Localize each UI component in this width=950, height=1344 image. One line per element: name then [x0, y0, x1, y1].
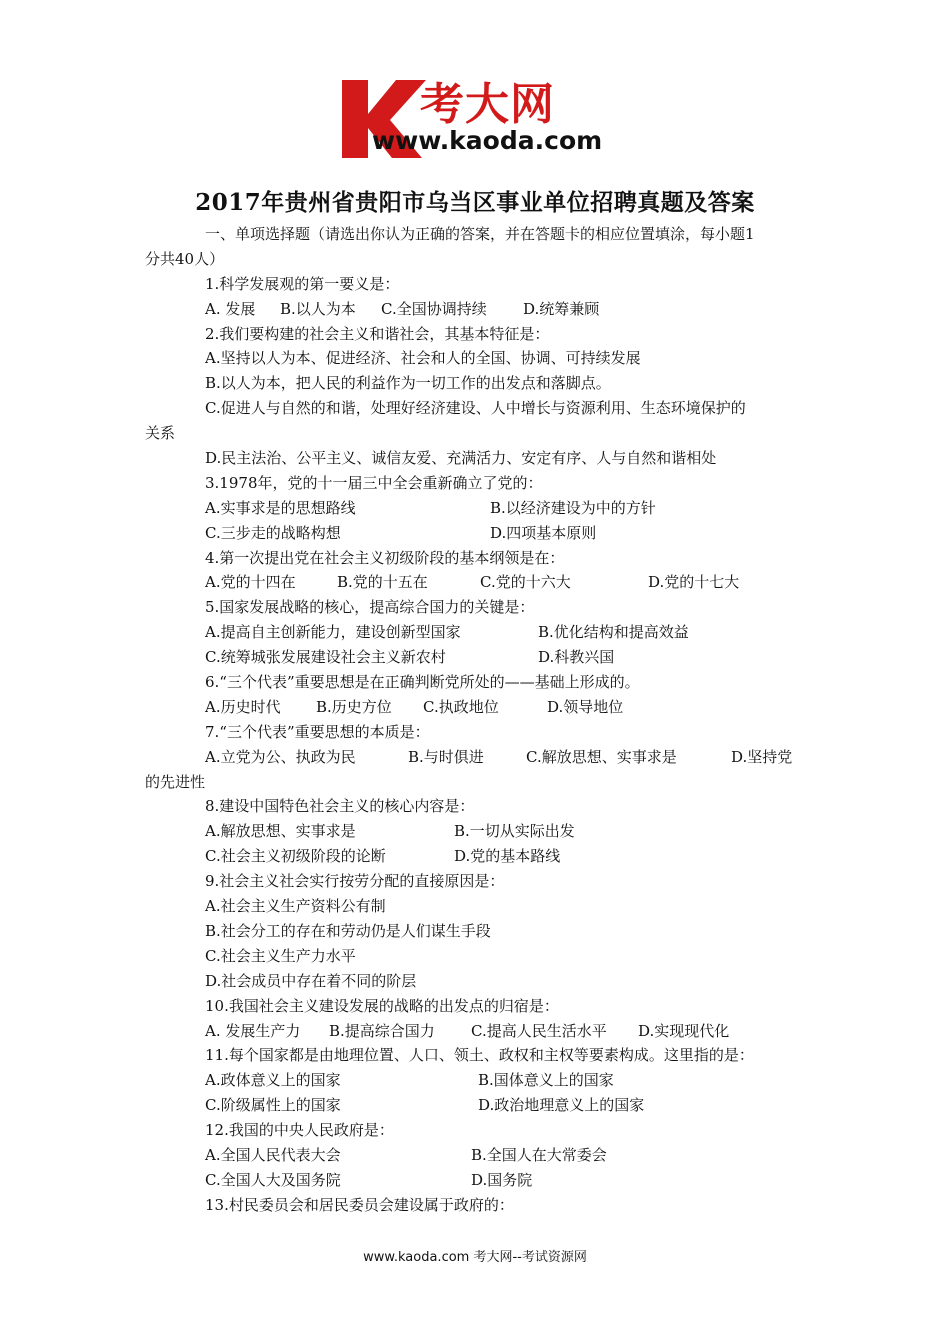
- option-text: C.全国人大及国务院: [205, 1170, 341, 1189]
- option-text: D.政治地理意义上的国家: [478, 1096, 645, 1115]
- text-line: 12.我国的中央人民政府是：: [205, 1121, 394, 1140]
- option-text: C.解放思想、实事求是: [526, 747, 677, 766]
- text-line: C.社会主义生产力水平: [205, 946, 356, 965]
- text-line: 8.建设中国特色社会主义的核心内容是：: [205, 797, 475, 816]
- text-line: 11.每个国家都是由地理位置、人口、领土、政权和主权等要素构成。这里指的是：: [205, 1046, 754, 1065]
- text-line: [145, 745, 815, 770]
- text-line: 9.社会主义社会实行按劳分配的直接原因是：: [205, 872, 505, 891]
- option-text: A.提高自主创新能力，建设创新型国家: [205, 623, 461, 642]
- option-text: B.一切从实际出发: [454, 822, 575, 841]
- text-line: 7.“三个代表”重要思想的本质是：: [205, 722, 430, 741]
- text-line: 6.“三个代表”重要思想是在正确判断党所处的——基础上形成的。: [205, 673, 640, 692]
- option-text: D.领导地位: [547, 697, 624, 716]
- text-line: 5.国家发展战略的核心，提高综合国力的关键是：: [205, 598, 535, 617]
- text-line: 的先进性: [145, 772, 206, 791]
- option-text: A.全国人民代表大会: [205, 1145, 341, 1164]
- option-text: B.与时俱进: [408, 747, 484, 766]
- option-text: A.政体意义上的国家: [205, 1071, 341, 1090]
- kaoda-logo: [338, 74, 658, 160]
- option-text: C.执政地位: [423, 697, 499, 716]
- option-text: A.历史时代: [205, 697, 281, 716]
- option-text: A. 发展: [205, 299, 256, 318]
- text-line: B.以人为本，把人民的利益作为一切工作的出发点和落脚点。: [205, 374, 611, 393]
- text-line: 1.科学发展观的第一要义是：: [205, 274, 400, 293]
- text-line: D.社会成员中存在着不同的阶层: [205, 971, 417, 990]
- option-text: B.提高综合国力: [329, 1021, 435, 1040]
- text-line: [145, 1019, 815, 1044]
- option-text: B.国体意义上的国家: [478, 1071, 614, 1090]
- option-text: C.提高人民生活水平: [471, 1021, 607, 1040]
- text-line: 4.第一次提出党在社会主义初级阶段的基本纲领是在：: [205, 548, 565, 567]
- option-text: D.四项基本原则: [490, 523, 597, 542]
- text-line: A.社会主义生产资料公有制: [205, 897, 386, 916]
- text-line: A.坚持以人为本、促进经济、社会和人的全国、协调、可持续发展: [205, 349, 641, 368]
- text-line: [145, 1068, 815, 1093]
- text-line: [145, 1143, 815, 1168]
- option-text: A. 发展生产力: [205, 1021, 301, 1040]
- page-footer: www.kaoda.com 考大网--考试资源网: [363, 1250, 587, 1265]
- text-line: [145, 521, 815, 546]
- text-line: [145, 1093, 815, 1118]
- option-text: C.统筹城张发展建设社会主义新农村: [205, 648, 446, 667]
- logo-chinese-text: 考大网: [420, 79, 555, 130]
- option-text: B.党的十五在: [337, 573, 428, 592]
- option-text: A.解放思想、实事求是: [205, 822, 356, 841]
- text-line: 13.村民委员会和居民委员会建设属于政府的：: [205, 1195, 514, 1214]
- text-line: [145, 844, 815, 869]
- option-text: C.全国协调持续: [381, 299, 487, 318]
- text-line: 3.1978年，党的十一届三中全会重新确立了党的：: [205, 473, 543, 492]
- option-text: C.社会主义初级阶段的论断: [205, 847, 386, 866]
- option-text: B.以人为本: [280, 299, 356, 318]
- option-text: B.历史方位: [316, 697, 392, 716]
- text-line: [145, 570, 815, 595]
- text-line: C.促进人与自然的和谐，处理好经济建设、人中增长与资源利用、生态环境保护的: [205, 399, 746, 418]
- text-line: B.社会分工的存在和劳动仍是人们谋生手段: [205, 921, 491, 940]
- logo-url-text: www.kaoda.com: [372, 126, 603, 155]
- option-text: C.三步走的战略构想: [205, 523, 341, 542]
- text-line: 关系: [145, 424, 176, 443]
- option-text: A.党的十四在: [205, 573, 296, 592]
- option-text: D.党的基本路线: [454, 847, 561, 866]
- option-text: B.全国人在大常委会: [471, 1145, 607, 1164]
- option-text: D.统筹兼顾: [523, 299, 600, 318]
- option-text: D.国务院: [471, 1170, 533, 1189]
- option-text: B.优化结构和提高效益: [538, 623, 689, 642]
- text-line: 2.我们要构建的社会主义和谐社会，其基本特征是：: [205, 324, 550, 343]
- text-line: 10.我国社会主义建设发展的战略的出发点的归宿是：: [205, 996, 559, 1015]
- text-line: [145, 297, 815, 322]
- option-text: D.党的十七大: [648, 573, 740, 592]
- option-text: C.阶级属性上的国家: [205, 1096, 341, 1115]
- option-text: D.坚持党: [731, 747, 793, 766]
- option-text: D.实现现代化: [638, 1021, 730, 1040]
- option-text: C.党的十六大: [480, 573, 571, 592]
- option-text: A.立党为公、执政为民: [205, 747, 356, 766]
- text-line: [145, 620, 815, 645]
- text-line: [145, 695, 815, 720]
- option-text: B.以经济建设为中的方针: [490, 498, 656, 517]
- page-title: 2017年贵州省贵阳市乌当区事业单位招聘真题及答案: [195, 189, 755, 216]
- text-line: [145, 1168, 815, 1193]
- text-line: [145, 496, 815, 521]
- text-line: [145, 645, 815, 670]
- text-line: 分共40人）: [145, 249, 225, 268]
- option-text: D.科教兴国: [538, 648, 615, 667]
- text-line: [145, 819, 815, 844]
- option-text: A.实事求是的思想路线: [205, 498, 356, 517]
- exam-body: [145, 222, 815, 1218]
- text-line: D.民主法治、公平主义、诚信友爱、充满活力、安定有序、人与自然和谐相处: [205, 449, 717, 468]
- text-line: 一、单项选择题（请选出你认为正确的答案，并在答题卡的相应位置填涂，每小题1: [205, 225, 755, 243]
